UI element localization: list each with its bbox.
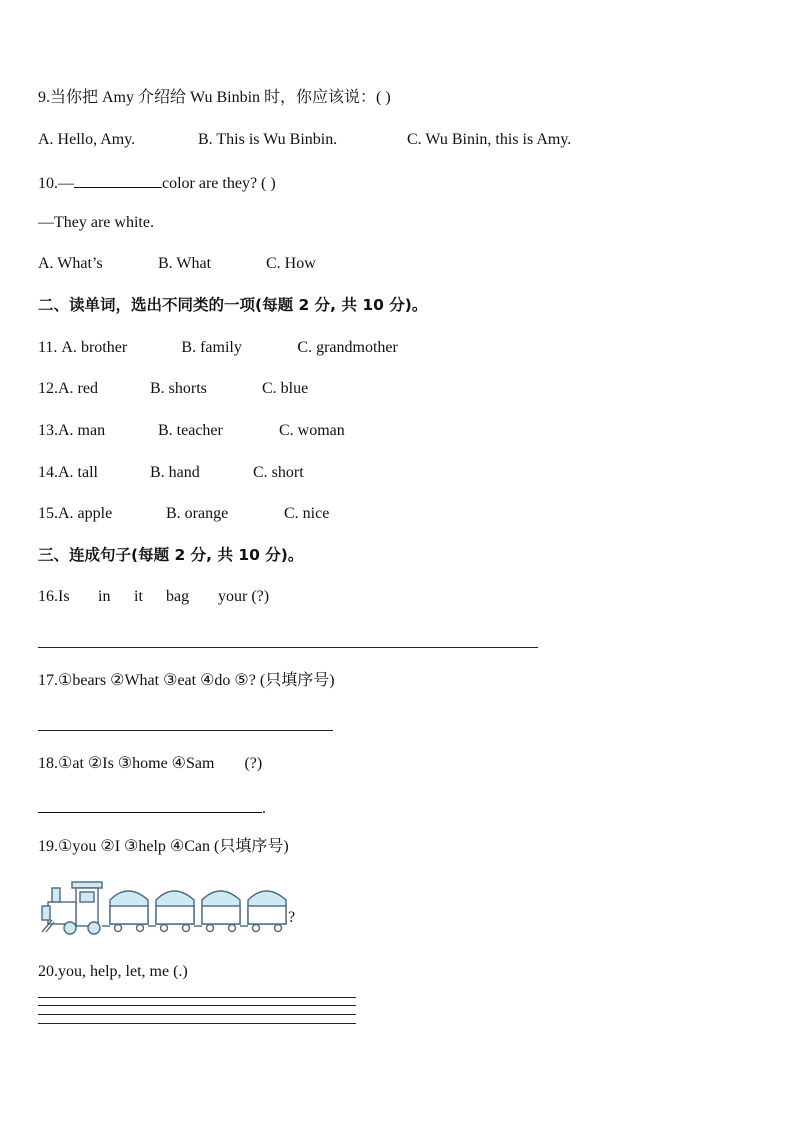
q12-option-b: B. shorts — [150, 380, 207, 397]
q20-writing-line-1[interactable] — [38, 997, 356, 998]
q19-question-mark: ? — [288, 909, 296, 926]
locomotive — [42, 882, 102, 934]
q16-answer-line[interactable] — [38, 647, 538, 648]
q15-option-a: A. apple — [58, 505, 113, 522]
q16-word-3: it — [134, 588, 143, 605]
q11-option-c: C. grandmother — [297, 339, 398, 356]
q10-prefix: 10.— — [38, 175, 74, 192]
q17-text: 17.①bears ②What ③eat ④do ⑤? (只填序号) — [38, 672, 335, 689]
q14-row — [38, 463, 304, 483]
q14-option-a: A. tall — [58, 464, 98, 481]
q10-option-b: B. What — [158, 255, 212, 272]
train-car-2 — [148, 891, 194, 932]
locomotive-window — [80, 892, 94, 902]
q18-answer-line[interactable] — [38, 796, 262, 813]
q11-option-b: B. family — [181, 339, 242, 356]
locomotive-front — [42, 906, 50, 920]
q10-option-c: C. How — [266, 255, 316, 272]
q18-punct: (?) — [244, 755, 263, 772]
locomotive-wheel-2 — [88, 922, 100, 934]
q15-number: 15. — [38, 505, 58, 522]
q17-answer-line[interactable] — [38, 730, 333, 731]
q11-number: 11. — [38, 339, 62, 356]
q12-option-a: A. red — [58, 380, 98, 397]
section3-heading: 三、连成句子(每题 2 分, 共 10 分)。 — [38, 546, 304, 564]
q18-text: 18.①at ②Is ③home ④Sam — [38, 755, 215, 772]
train-car-4 — [240, 891, 286, 932]
q16-word-4: bag — [166, 588, 190, 605]
q20-writing-line-2[interactable] — [38, 1005, 356, 1006]
q11-option-a: A. brother — [61, 339, 128, 356]
q16-row — [38, 587, 269, 607]
q13-number: 13. — [38, 422, 58, 439]
q13-option-a: A. man — [58, 422, 106, 439]
q13-row — [38, 421, 345, 441]
q18-row — [38, 754, 262, 774]
q20-writing-line-4[interactable] — [38, 1023, 356, 1024]
q13-option-c: C. woman — [279, 422, 345, 439]
q14-option-c: C. short — [253, 464, 304, 481]
locomotive-wheel-1 — [64, 922, 76, 934]
locomotive-roof — [72, 882, 102, 888]
q12-row — [38, 379, 308, 399]
q10-blank[interactable] — [74, 171, 162, 188]
q10-stem — [38, 171, 276, 194]
q16-word-2: in — [98, 588, 111, 605]
q10-answer-line: —They are white. — [38, 214, 154, 231]
train-illustration — [38, 880, 308, 942]
q20-writing-line-3[interactable] — [38, 1014, 356, 1015]
q10-options — [38, 254, 316, 274]
q10-option-a: A. What’s — [38, 255, 103, 272]
q12-number: 12. — [38, 380, 58, 397]
q9-option-a: A. Hello, Amy. — [38, 131, 136, 148]
q13-option-b: B. teacher — [158, 422, 223, 439]
q9-option-b: B. This is Wu Binbin. — [198, 131, 338, 148]
q14-number: 14. — [38, 464, 58, 481]
q9-options — [38, 130, 571, 150]
q12-option-c: C. blue — [262, 380, 309, 397]
q14-option-b: B. hand — [150, 464, 200, 481]
q16-word-5: your (?) — [218, 588, 270, 605]
q20-text: 20.you, help, let, me (.) — [38, 963, 188, 980]
q15-option-b: B. orange — [166, 505, 229, 522]
q9-option-c: C. Wu Binin, this is Amy. — [407, 131, 572, 148]
train-car-1 — [102, 891, 148, 932]
q16-word-1: Is — [58, 588, 70, 605]
q9-stem: 9.当你把 Amy 介绍给 Wu Binbin 时，你应该说：( ) — [38, 89, 391, 106]
q19-text: 19.①you ②I ③help ④Can (只填序号) — [38, 838, 289, 855]
train-car-3 — [194, 891, 240, 932]
q11-row — [38, 338, 398, 358]
section2-heading: 二、读单词，选出不同类的一项(每题 2 分, 共 10 分)。 — [38, 296, 428, 314]
q18-answer-row — [38, 796, 266, 819]
q10-suffix: color are they? ( ) — [162, 175, 276, 192]
q18-end-period: . — [262, 800, 266, 817]
q16-number: 16. — [38, 588, 58, 605]
q15-row — [38, 504, 329, 524]
q15-option-c: C. nice — [284, 505, 330, 522]
locomotive-chimney — [52, 888, 60, 902]
